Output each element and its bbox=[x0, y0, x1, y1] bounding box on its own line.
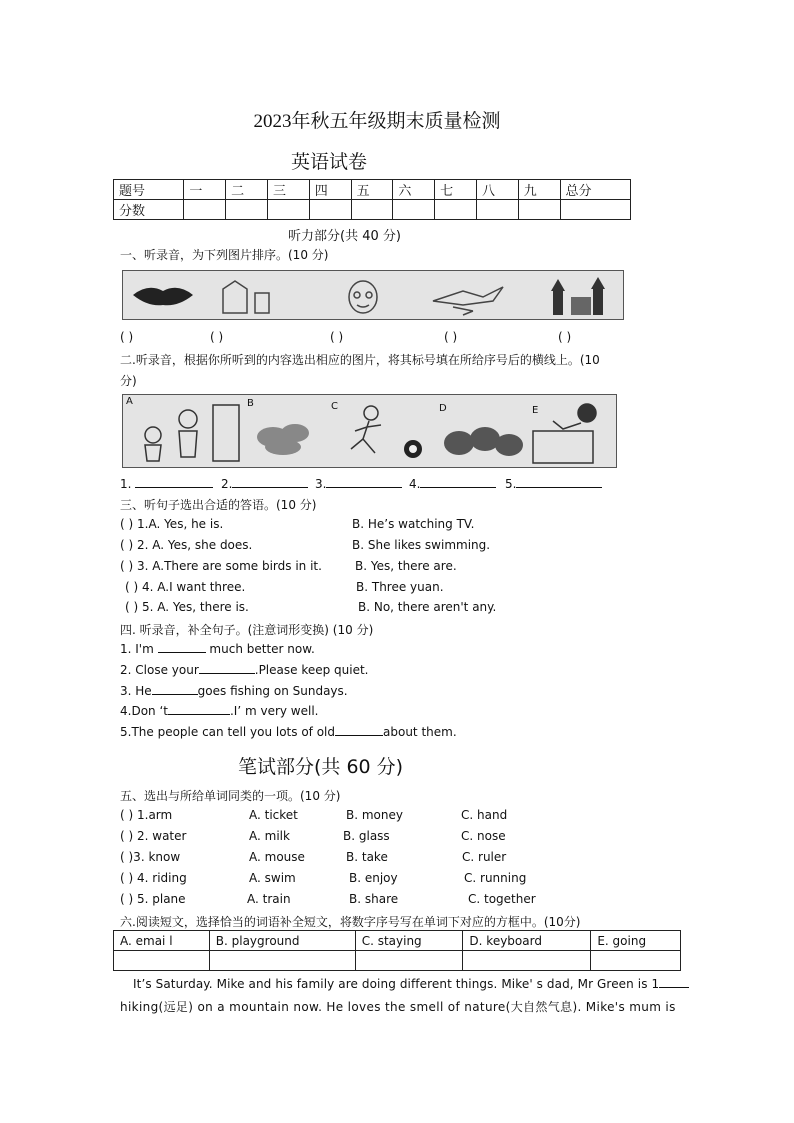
section1-answer-bracket[interactable]: ( ) bbox=[120, 330, 134, 344]
section5-q1-option-c: C. hand bbox=[461, 808, 508, 822]
section3-q5: ( ) 5. A. Yes, there is. bbox=[125, 600, 249, 614]
pic-letter-c: C bbox=[331, 401, 338, 412]
section2-title-cont: 分) bbox=[120, 374, 137, 388]
word-option: C. staying bbox=[355, 931, 463, 951]
pic-letter-b: B bbox=[247, 398, 254, 409]
writing-heading: 笔试部分(共 60 分) bbox=[238, 756, 404, 778]
section3-q1: ( ) 1.A. Yes, he is. bbox=[120, 517, 224, 531]
section5-q4-option-c: C. running bbox=[464, 871, 527, 885]
section5-q3-option-a: A. mouse bbox=[249, 850, 305, 864]
blank-number: 5. bbox=[505, 477, 517, 491]
tomatoes-icon bbox=[444, 427, 523, 456]
score-cell: 九 bbox=[518, 180, 560, 200]
section5-q2-option-c: C. nose bbox=[461, 829, 506, 843]
section1-answer-bracket[interactable]: ( ) bbox=[558, 330, 572, 344]
pic-letter-a: A bbox=[126, 396, 133, 407]
section5-q4-option-b: B. enjoy bbox=[349, 871, 398, 885]
section5-q1-option-b: B. money bbox=[346, 808, 403, 822]
section2-blank-4[interactable] bbox=[409, 477, 496, 491]
potatoes-icon bbox=[257, 424, 309, 455]
section5-q2-option-b: B. glass bbox=[343, 829, 390, 843]
section5-q5-option-a: A. train bbox=[247, 892, 291, 906]
section5-q2-option-a: A. milk bbox=[249, 829, 290, 843]
section4-item-5: 5.The people can tell you lots of old about them. bbox=[120, 725, 457, 739]
score-entry[interactable] bbox=[226, 200, 268, 220]
score-label-cell: 分数 bbox=[114, 200, 184, 220]
score-entry[interactable] bbox=[184, 200, 226, 220]
section2-picture-strip bbox=[122, 394, 617, 468]
section2-blank-1[interactable] bbox=[120, 477, 213, 491]
section5-q1: ( ) 1.arm bbox=[120, 808, 173, 822]
word-option: D. keyboard bbox=[463, 931, 591, 951]
passage-line-2: hiking(远足) on a mountain now. He loves the smell of nature(大自然气息). Mike's mum is bbox=[120, 1000, 676, 1014]
word-option: A. emai l bbox=[114, 931, 210, 951]
word-option: E. going bbox=[591, 931, 681, 951]
blank-number: 4. bbox=[409, 477, 421, 491]
score-cell: 七 bbox=[435, 180, 477, 200]
section5-q5-option-b: B. share bbox=[349, 892, 399, 906]
answer-box[interactable] bbox=[209, 951, 355, 971]
section2-blank-2[interactable] bbox=[221, 477, 308, 491]
score-entry[interactable] bbox=[476, 200, 518, 220]
fill-blank[interactable] bbox=[158, 642, 206, 653]
boy-drawing-icon bbox=[533, 404, 596, 463]
lips-icon bbox=[133, 288, 193, 305]
answer-boxes-row bbox=[114, 951, 681, 971]
section2-blank-5[interactable] bbox=[505, 477, 602, 491]
score-table bbox=[113, 179, 631, 220]
section3-q1-option-b: B. He’s watching TV. bbox=[352, 517, 475, 531]
exam-title: 2023年秋五年级期末质量检测 bbox=[253, 111, 501, 132]
section3-q5-option-b: B. No, there aren't any. bbox=[358, 600, 497, 614]
score-entry[interactable] bbox=[309, 200, 351, 220]
section5-q3: ( )3. know bbox=[120, 850, 181, 864]
section4-item-2: 2. Close your .Please keep quiet. bbox=[120, 663, 369, 677]
section1-title: 一、听录音，为下列图片排序。(10 分) bbox=[120, 248, 329, 262]
blank-number: 1. bbox=[120, 477, 132, 491]
section2-title: 二.听录音，根据你所听到的内容选出相应的图片，将其标号填在所给序号后的横线上。(10 bbox=[120, 353, 600, 367]
section5-q3-option-b: B. take bbox=[346, 850, 388, 864]
section5-q5-option-c: C. together bbox=[468, 892, 536, 906]
passage-line-1: It’s Saturday. Mike and his family are doing different things. Mike' s dad, Mr Green is 1 bbox=[133, 977, 689, 991]
section4-title: 四. 听录音，补全句子。(注意词形变换) (10 分) bbox=[120, 623, 374, 637]
answer-box[interactable] bbox=[355, 951, 463, 971]
score-entry[interactable] bbox=[351, 200, 393, 220]
milk-carton-icon bbox=[223, 281, 269, 313]
section4-item-3: 3. He goes fishing on Sundays. bbox=[120, 684, 348, 698]
score-cell: 题号 bbox=[114, 180, 184, 200]
section5-q4-option-a: A. swim bbox=[249, 871, 296, 885]
section5-q2: ( ) 2. water bbox=[120, 829, 187, 843]
section4-item-4: 4.Don ‘t .I’ m very well. bbox=[120, 704, 319, 718]
flying-bird-icon bbox=[433, 287, 503, 315]
answer-box[interactable] bbox=[114, 951, 210, 971]
exam-subtitle: 英语试卷 bbox=[291, 152, 368, 173]
score-table-header-row bbox=[114, 180, 631, 200]
section6-title: 六.阅读短文，选择恰当的词语补全短文，将数字序号写在单词下对应的方框中。(10分) bbox=[120, 915, 581, 929]
score-cell: 四 bbox=[309, 180, 351, 200]
fill-blank[interactable] bbox=[152, 684, 198, 695]
fill-blank[interactable] bbox=[335, 725, 383, 736]
blank-number: 3. bbox=[315, 477, 327, 491]
passage-blank-1[interactable] bbox=[659, 977, 689, 988]
score-entry[interactable] bbox=[560, 200, 630, 220]
section5-q3-option-c: C. ruler bbox=[462, 850, 507, 864]
section1-answer-bracket[interactable]: ( ) bbox=[330, 330, 344, 344]
section1-answer-bracket[interactable]: ( ) bbox=[444, 330, 458, 344]
score-cell: 二 bbox=[226, 180, 268, 200]
blank-number: 2. bbox=[221, 477, 233, 491]
pic-letter-d: D bbox=[439, 403, 447, 414]
fill-blank[interactable] bbox=[168, 704, 230, 715]
answer-box[interactable] bbox=[591, 951, 681, 971]
listening-heading: 听力部分(共 40 分) bbox=[288, 229, 401, 244]
section5-q1-option-a: A. ticket bbox=[249, 808, 298, 822]
section3-q4-option-b: B. Three yuan. bbox=[356, 580, 444, 594]
section3-q2: ( ) 2. A. Yes, she does. bbox=[120, 538, 253, 552]
score-entry[interactable] bbox=[393, 200, 435, 220]
section4-item-1: 1. I'm much better now. bbox=[120, 642, 315, 656]
section5-q4: ( ) 4. riding bbox=[120, 871, 187, 885]
pic-letter-e: E bbox=[532, 405, 539, 416]
fill-blank[interactable] bbox=[199, 663, 255, 674]
section3-q3-option-b: B. Yes, there are. bbox=[355, 559, 457, 573]
answer-box[interactable] bbox=[463, 951, 591, 971]
score-cell: 五 bbox=[351, 180, 393, 200]
score-entry[interactable] bbox=[267, 200, 309, 220]
running-boy-icon bbox=[351, 406, 381, 453]
score-cell: 一 bbox=[184, 180, 226, 200]
section3-q3: ( ) 3. A.There are some birds in it. bbox=[120, 559, 322, 573]
section2-blank-3[interactable] bbox=[315, 477, 402, 491]
score-table-score-row bbox=[114, 200, 631, 220]
word-option: B. playground bbox=[209, 931, 355, 951]
score-cell: 八 bbox=[476, 180, 518, 200]
score-entry[interactable] bbox=[518, 200, 560, 220]
section6-word-table bbox=[113, 930, 681, 971]
children-board-icon bbox=[145, 405, 239, 461]
score-cell: 三 bbox=[267, 180, 309, 200]
section1-pictures bbox=[123, 271, 623, 319]
old-man-face-icon bbox=[349, 281, 377, 313]
section3-q2-option-b: B. She likes swimming. bbox=[352, 538, 491, 552]
score-cell: 总分 bbox=[560, 180, 630, 200]
section1-answer-bracket[interactable]: ( ) bbox=[210, 330, 224, 344]
castle-icon bbox=[551, 277, 605, 315]
score-entry[interactable] bbox=[435, 200, 477, 220]
section5-title: 五、选出与所给单词同类的一项。(10 分) bbox=[120, 789, 341, 803]
section3-title: 三、听句子选出合适的答语。(10 分) bbox=[120, 498, 317, 512]
section5-q5: ( ) 5. plane bbox=[120, 892, 186, 906]
score-cell: 六 bbox=[393, 180, 435, 200]
section1-picture-strip bbox=[122, 270, 624, 320]
ball-icon bbox=[404, 440, 422, 458]
word-options-row bbox=[114, 931, 681, 951]
section2-pictures bbox=[123, 395, 616, 467]
section3-q4: ( ) 4. A.I want three. bbox=[125, 580, 246, 594]
